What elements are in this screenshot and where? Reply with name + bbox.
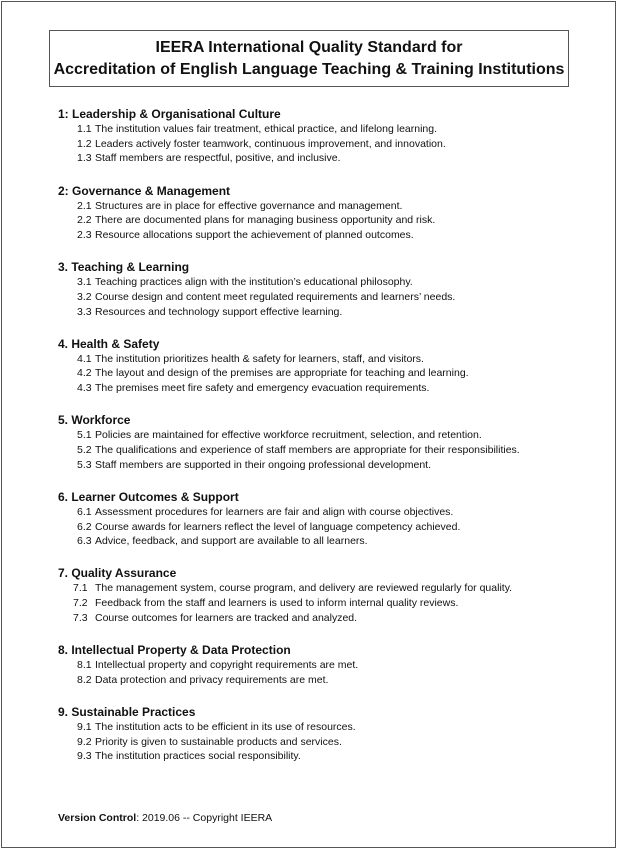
- section-heading: 4. Health & Safety: [58, 336, 160, 351]
- section-2: [58, 183, 598, 243]
- list-item: [58, 458, 598, 473]
- list-item: [58, 275, 598, 290]
- item-number: 6.1: [77, 505, 92, 518]
- item-text: The institution values fair treatment, ethical practice, and lifelong learning.: [95, 123, 438, 135]
- list-item: [58, 137, 598, 152]
- version-control-label: Version Control: [58, 812, 137, 824]
- section-heading: 5. Workforce: [58, 413, 131, 428]
- item-text: The institution practices social responsibility.: [95, 750, 301, 763]
- item-number: 1.1: [77, 123, 92, 135]
- item-text: Structures are in place for effective governance and management.: [95, 199, 403, 212]
- standards-list: [58, 106, 598, 780]
- section-heading: 7. Quality Assurance: [58, 566, 177, 581]
- item-number: 6.3: [77, 535, 92, 548]
- list-item: [58, 520, 598, 535]
- list-item: [58, 305, 598, 320]
- section-8: [58, 642, 598, 687]
- section-9: [58, 704, 598, 764]
- item-number: 7.2: [73, 597, 88, 610]
- section-7: [58, 565, 598, 625]
- list-item: [58, 428, 598, 443]
- item-number: 6.2: [77, 520, 92, 533]
- item-text: Staff members are respectful, positive, and inclusive.: [95, 152, 341, 165]
- item-number: 2.2: [77, 214, 92, 227]
- item-number: 8.2: [77, 673, 92, 686]
- item-text: The management system, course program, and delivery are reviewed regularly for quality.: [95, 582, 513, 595]
- title-line-2: Accreditation of English Language Teaching & Training Institutions: [53, 60, 565, 78]
- item-number: 2.1: [77, 199, 92, 212]
- item-number: 1.2: [77, 137, 92, 150]
- item-text: Resources and technology support effective learning.: [95, 305, 343, 318]
- item-number: 5.1: [77, 429, 92, 442]
- item-text: Teaching practices align with the institution’s educational philosophy.: [95, 276, 413, 289]
- item-text: Course outcomes for learners are tracked and analyzed.: [95, 611, 358, 624]
- item-number: 1.3: [77, 152, 92, 165]
- list-item: [58, 213, 598, 228]
- title-line-1: IEERA International Quality Standard for: [155, 38, 463, 56]
- item-text: Policies are maintained for effective workforce recruitment, selection, and retention.: [95, 429, 482, 442]
- item-number: 5.2: [77, 443, 92, 456]
- item-number: 5.3: [77, 458, 92, 471]
- section-6: [58, 489, 598, 549]
- section-heading: 3. Teaching & Learning: [58, 260, 190, 275]
- section-5: [58, 412, 598, 472]
- list-item: [58, 228, 598, 243]
- section-4: [58, 336, 598, 396]
- list-item: [58, 720, 598, 735]
- item-number: 7.1: [73, 582, 88, 595]
- list-item: [58, 443, 598, 458]
- item-text: Assessment procedures for learners are fair and align with course objectives.: [95, 505, 454, 518]
- list-item: [58, 505, 598, 520]
- list-item: [58, 381, 598, 396]
- item-text: Resource allocations support the achievement of planned outcomes.: [95, 228, 414, 241]
- item-text: Priority is given to sustainable products and services.: [95, 735, 342, 748]
- list-item: [58, 122, 598, 137]
- item-number: 9.1: [77, 720, 92, 733]
- list-item: [58, 366, 598, 381]
- item-text: Course awards for learners reflect the level of language competency achieved.: [95, 520, 461, 533]
- version-control: [58, 812, 272, 824]
- item-number: 8.1: [77, 658, 92, 671]
- section-heading: 1: Leadership & Organisational Culture: [58, 107, 281, 121]
- item-number: 4.1: [77, 352, 92, 365]
- title-box: [49, 30, 569, 87]
- item-text: Staff members are supported in their ongoing professional development.: [95, 458, 432, 471]
- version-control-text: : 2019.06 -- Copyright IEERA: [136, 812, 273, 824]
- list-item: [58, 749, 598, 764]
- item-number: 9.2: [77, 735, 92, 748]
- list-item: [58, 151, 598, 166]
- list-item: [58, 290, 598, 305]
- item-text: Feedback from the staff and learners is used to inform internal quality reviews.: [95, 597, 459, 610]
- item-text: The qualifications and experience of staff members are appropriate for their responsibilities.: [95, 443, 520, 456]
- item-number: 4.2: [77, 367, 92, 380]
- item-number: 7.3: [73, 611, 88, 624]
- item-text: Advice, feedback, and support are available to all learners.: [95, 535, 368, 548]
- item-text: The layout and design of the premises are appropriate for teaching and learning.: [95, 367, 469, 380]
- item-text: The premises meet fire safety and emergency evacuation requirements.: [95, 382, 430, 395]
- section-3: [58, 259, 598, 319]
- list-item: [58, 199, 598, 214]
- item-number: 3.1: [77, 276, 92, 289]
- item-text: There are documented plans for managing business opportunity and risk.: [95, 214, 436, 227]
- list-item: [58, 673, 598, 688]
- section-heading: 6. Learner Outcomes & Support: [58, 489, 239, 504]
- item-number: 4.3: [77, 382, 92, 395]
- item-number: 2.3: [77, 228, 92, 241]
- item-number: 3.2: [77, 290, 92, 303]
- item-number: 9.3: [77, 750, 92, 763]
- section-heading: 8. Intellectual Property & Data Protection: [58, 642, 291, 657]
- section-1: [58, 106, 598, 166]
- item-text: Intellectual property and copyright requirements are met.: [95, 658, 359, 671]
- section-heading: 9. Sustainable Practices: [58, 704, 196, 719]
- list-item: [58, 352, 598, 367]
- list-item: [58, 581, 598, 596]
- list-item: [58, 658, 598, 673]
- list-item: [58, 611, 598, 626]
- list-item: [58, 735, 598, 750]
- section-heading: 2: Governance & Management: [58, 183, 231, 198]
- item-text: The institution acts to be efficient in its use of resources.: [95, 720, 356, 733]
- item-text: Data protection and privacy requirements are met.: [95, 673, 329, 686]
- item-text: The institution prioritizes health & safety for learners, staff, and visitors.: [95, 352, 424, 365]
- item-text: Course design and content meet regulated requirements and learners’ needs.: [95, 290, 456, 303]
- list-item: [58, 596, 598, 611]
- item-text: Leaders actively foster teamwork, continuous improvement, and innovation.: [95, 137, 446, 150]
- item-number: 3.3: [77, 305, 92, 318]
- list-item: [58, 534, 598, 549]
